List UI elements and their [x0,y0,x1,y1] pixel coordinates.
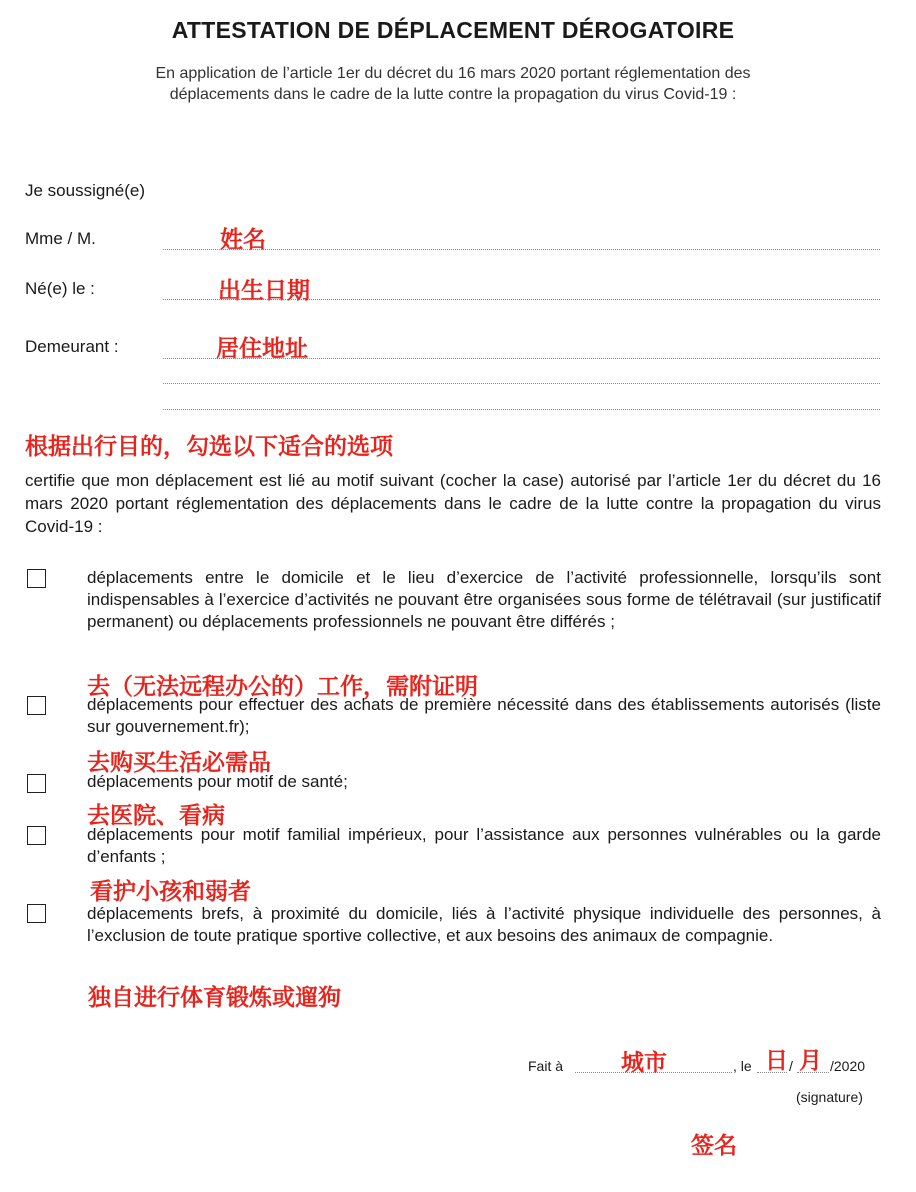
option-exercise-note: 独自进行体育锻炼或遛狗 [88,985,341,1011]
subtitle-line-2: déplacements dans le cadre de la lutte contre la propagation du virus Covid-19 : [169,86,737,103]
subtitle-line-1: En application de l’article 1er du décret du 16 mars 2020 portant réglementation des [155,65,751,82]
option-work-note: 去（无法远程办公的）工作，需附证明 [87,674,478,700]
day-note: 日 [765,1048,788,1074]
year-label: /2020 [830,1058,866,1074]
option-health-note: 去医院、看病 [87,803,225,829]
form-subtitle [50,63,856,105]
checkbox-shopping[interactable] [27,696,46,715]
address-field-line-2[interactable] [163,383,880,384]
certify-text: certifie que mon déplacement est lié au motif suivant (cocher la case) autorisé par l’article 1er du décret du 16 mars 2020 portant réglementation des déplacements dans le cadre de la lutte contre la propagation du virus Covid-19 : [25,471,881,536]
name-label: Mme / M. [25,229,96,248]
birth-label: Né(e) le : [25,279,95,298]
fait-label: Fait à [528,1058,564,1074]
date-separator: / [789,1058,793,1074]
signature-label: (signature) [796,1089,863,1105]
month-note: 月 [799,1048,822,1074]
option-exercise-text: déplacements brefs, à proximité du domicile, liés à l’activité physique individuelle des personnes, à l’exclusion de toute pratique sportive collective, et aux besoins des animaux de compagnie. [87,904,881,945]
checkbox-family[interactable] [27,826,46,845]
option-work-text: déplacements entre le domicile et le lieu d’exercice de l’activité professionnelle, lorsqu’ils sont indispensables à l’exercice d’activités ne pouvant être organisées sous forme de télétravail (sur justificatif permanent) ou déplacements professionnels ne pouvant être différés ; [87,568,881,631]
form-title: ATTESTATION DE DÉPLACEMENT DÉROGATOIRE [171,17,735,43]
option-family-text: déplacements pour motif familial impérieux, pour l’assistance aux personnes vulnérables ou la garde d’enfants ; [87,825,881,866]
birth-note: 出生日期 [218,278,310,304]
option-shopping-note: 去购买生活必需品 [87,750,271,776]
undersigned-label: Je soussigné(e) [25,181,146,200]
checkbox-exercise[interactable] [27,904,46,923]
address-label: Demeurant : [25,337,119,356]
instruction-note: 根据出行目的，勾选以下适合的选项 [25,434,393,460]
option-health-text: déplacements pour motif de santé; [87,772,348,791]
option-shopping-text: déplacements pour effectuer des achats de première nécessité dans des établissements autorisés (liste sur gouvernement.fr); [87,695,881,736]
name-note: 姓名 [220,227,266,253]
checkbox-work[interactable] [27,569,46,588]
city-note: 城市 [621,1050,667,1076]
address-field-line-3[interactable] [163,409,880,410]
address-note: 居住地址 [216,336,308,362]
le-label: , le [733,1058,752,1074]
option-family-note: 看护小孩和弱者 [90,879,251,905]
signature-note: 签名 [691,1133,737,1159]
checkbox-health[interactable] [27,774,46,793]
name-field-line[interactable] [163,249,880,250]
